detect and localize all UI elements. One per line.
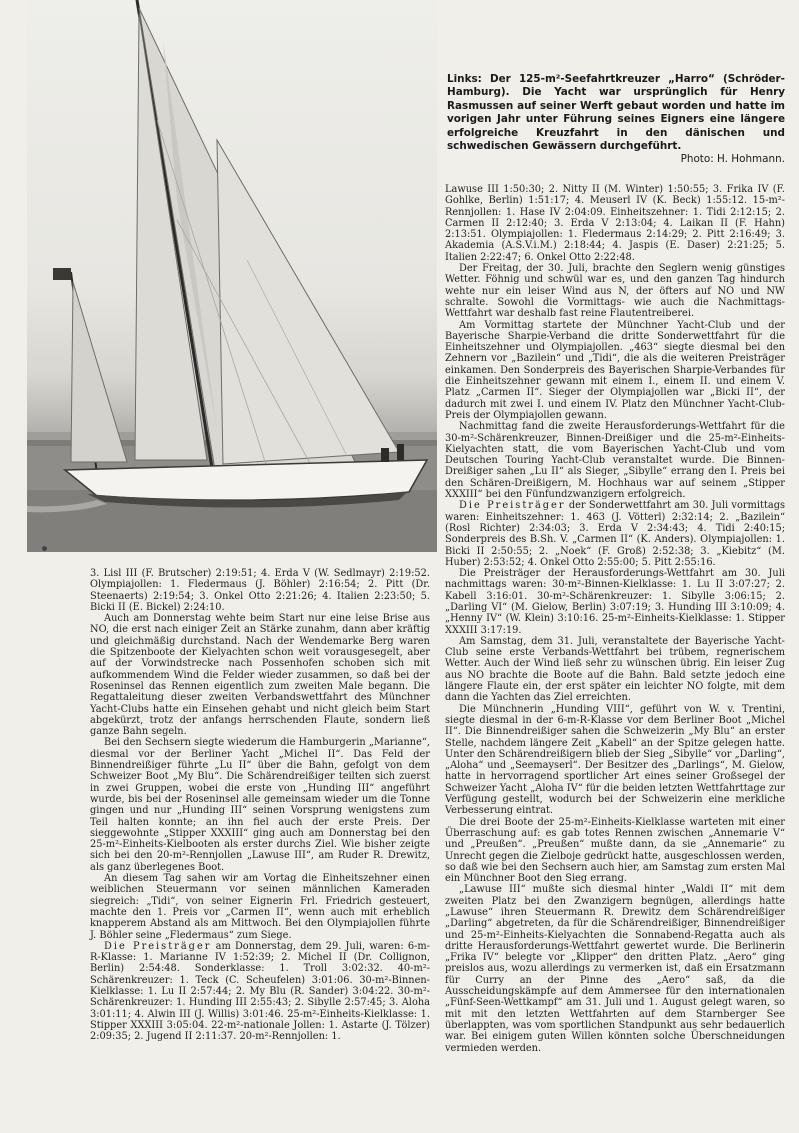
sailing-yacht-icon [27,0,437,552]
paragraph: Die drei Boote der 25-m²-Einheits-Kielklasse warteten mit einer Überraschung auf: es gab totes Rennen zwischen „Annemarie V“ und „Preußen“. „Preußen“ mußte dann, da sie „Annemarie“ zu Unrecht gegen die Zielboje gedrückt hatte, ausgeschlossen werden, so daß wie bei den Sechsern auch hier, am Samstag zum ersten Mal ein Münchner Boot den Sieg errang. [445,816,785,885]
paragraph: Am Vormittag startete der Münchner Yacht-Club und der Bayerische Sharpie-Verband die dritte Sonderwettfahrt für die Einheitszehner und Olympiajollen. „463“ siegte diesmal bei den Zehnern vor „Bazilein“ und „Tidi“, die als die weiteren Preisträger einkamen. Den Sonderpreis des Bayerischen Sharpie-Verbandes für die Einheitszehner gewann mit einem I., einem II. und einem V. Platz „Carmen II“. Sieger der Olympiajollen war „Bicki II“, der dadurch mit zwei I. und einem IV. Platz den Münchner Yacht-Club-Preis der Olympiajollen gewann. [445,319,785,421]
photo-caption [447,73,785,167]
right-column [445,184,785,1054]
spaced-lead: Die Preisträger [459,500,566,512]
left-column [90,568,430,1042]
paragraph: Bei den Sechsern siegte wiederum die Hamburgerin „Marianne“, diesmal vor der Berliner Yacht „Michel II“. Das Feld der Binnendreißiger führte „Lu II“ über die Bahn, gefolgt von dem Schweizer Boot „My Blu“. Die Schärendreißiger teilten sich zuerst in zwei Gruppen, wobei die erste von „Hunding III“ angeführt wurde, bis bei der Roseninsel alle gemeinsam wieder um die Tonne gingen und nur „Hunding III“ seinen Vorsprung wenigstens zum Teil halten konnte; an ihn fiel auch der erste Preis. Der sieggewohnte „Stipper XXXIII“ ging auch am Donnerstag bei den 25-m²-Einheits-Kielbooten als erster durchs Ziel. Wie bisher zeigte sich bei den 20-m²-Rennjollen „Lawuse III“, am Ruder R. Drewitz, als ganz überlegenes Boot. [90,737,430,873]
paragraph: 3. Lisl III (F. Brutscher) 2:19:51; 4. Erda V (W. Sedlmayr) 2:19:52. Olympiajollen: 1. Fledermaus (J. Böhler) 2:16:54; 2. Pitt (Dr. Steenaerts) 2:19:54; 3. Onkel Otto 2:21:26; 4. Italien 2:23:50; 5. Bicki II (E. Bickel) 2:24:10. [90,568,430,613]
paragraph-rest: am Donnerstag, dem 29. Juli, waren: 6-m-R-Klasse: 1. Marianne IV 1:52:39; 2. Michel II (Dr. Collignon, Berlin) 2:54:48. Sonderklasse: 1. Troll 3:02:32. 40-m²-Schärenkreuzer: 1. Teck (C. Scheufelen) 3:01:06. 30-m²-Binnen-Kielklasse: 1. Lu II 2:57:44; 2. My Blu (R. Sander) 3:04:22. 30-m²-Schärenkreuzer: 1. Hunding III 2:55:43; 2. Sibylle 2:57:45; 3. Aloha 3:01:11; 4. Alwin III (J. Willis) 3:01:46. 25-m²-Einheits-Kielklasse: 1. Stipper XXXIII 3:05:04. 22-m²-nationale Jollen: 1. Astarte (J. Tölzer) 2:09:35; 2. Jugend II 2:11:37. 20-m²-Rennjollen: 1. [90,940,430,1043]
paragraph: Nachmittag fand die zweite Herausforderungs-Wettfahrt für die 30-m²-Schärenkreuzer, Binnen-Dreißiger und die 25-m²-Einheits-Kielyachten statt, die vom Bayerischen Yacht-Club und vom Deutschen Touring Yacht-Club veranstaltet wurde. Die Binnen-Dreißiger sahen „Lu II“ als Sieger, „Sibylle“ errang den I. Preis bei den Schären-Dreißigern, M. Hochhaus war auf seinem „Stipper XXXIII“ bei den Fünfundzwanzigern erfolgreich. [445,421,785,501]
paragraph: An diesem Tag sahen wir am Vortag die Einheitszehner einen weiblichen Steuermann vor seinen männlichen Kameraden siegreich: „Tidi“, von seiner Eignerin Frl. Friedrich gesteuert, machte den 1. Preis vor „Carmen II“, wenn auch mit erheblich knapperem Abstand als am Mittwoch. Bei den Olympiajollen führte J. Böhler seine „Fledermaus“ zum Siege. [90,873,430,941]
spaced-lead: Die Preisträger [104,940,212,952]
photo-mark [42,546,47,551]
paragraph: Am Samstag, dem 31. Juli, veranstaltete der Bayerische Yacht-Club seine erste Verbands-Wettfahrt bei trübem, regnerischem Wetter. Auch der Wind ließ sehr zu wünschen übrig. Ein leiser Zug aus NO brachte die Boote auf die Bahn. Bald setzte jedoch eine längere Flaute ein, der erst später ein leichter NO folgte, mit dem dann die Yachten das Ziel erreichten. [445,635,785,704]
paragraph-rest: der Sonderwettfahrt am 30. Juli vormittags waren: Einheitszehner: 1. 463 (J. Vötterl) 2:32:14; 2. „Bazilein“ (Rosl Richter) 2:34:03; 3. Erda V 2:34:43; 4. Tidi 2:40:15; Sonderpreis des B.Sh. V. „Carmen II“ (K. Anders). Olympiajollen: 1. Bicki II 2:50:55; 2. „Noek“ (F. Groß) 2:52:38; 3. „Kiebitz“ (M. Huber) 2:53:52; 4. Onkel Otto 2:55:00; 5. Pitt 2:55:16. [445,500,785,568]
paragraph-winners [90,941,430,1043]
photo-credit: Photo: H. Hohmann. [680,153,785,166]
caption-text: Links: Der 125-m²-Seefahrtkreuzer „Harro“ (Schröder-Hamburg). Die Yacht war ursprünglich für Henry Rasmussen auf seiner Werft gebaut worden und hatte im vorigen Jahr unter Führung seines Eigners eine längere erfolgreiche Kreuzfahrt in den dänischen und schwedischen Gewässern durchgeführt. [447,73,785,153]
paragraph: Auch am Donnerstag wehte beim Start nur eine leise Brise aus NO, die erst nach einiger Zeit an Stärke zunahm, dann aber kräftig und gleichmäßig durchstand. Nach der Wendemarke Berg waren die Spitzenboote der Kielyachten schon weit vorausgesegelt, aber auf der Vorwindstrecke nach Possenhofen schoben sich mit aufkommendem Wind die Felder wieder zusammen, so daß bei der Roseninsel das Rennen eigentlich zum zweiten Male begann. Die Regattaleitung dieser zweiten Verbandswettfahrt des Münchner Yacht-Clubs hatte ein Einsehen gehabt und nicht gleich beim Start abgekürzt, trotz der anfangs herrschenden Flaute, sondern ließ ganze Bahn segeln. [90,613,430,738]
paragraph: Die Münchnerin „Hunding VIII“, geführt von W. v. Trentini, siegte diesmal in der 6-m-R-Klasse vor dem Berliner Boot „Michel II“. Die Binnendreißiger sahen die Schweizerin „My Blu“ an erster Stelle, nachdem längere Zeit „Kabell“ an der Spitze gelegen hatte. Unter den Schärendreißigern blieb der Sieg „Sibylle“ vor „Darling“, „Aloha“ und „Seemayserl“. Der Besitzer des „Darlings“, M. Gielow, hatte in hervorragend sportlicher Art eines seiner Großsegel der Schweizer Yacht „Aloha IV“ für die beiden letzten Wettfahrttage zur Verfügung gestellt, wodurch bei der Schweizerin eine merkliche Verbesserung eintrat. [445,703,785,817]
paragraph: Der Freitag, der 30. Juli, brachte den Seglern wenig günstiges Wetter. Föhnig und schwül war es, und den ganzen Tag hindurch wehte nur ein leiser Wind aus N, der öfters auf NO und NW schralte. Sowohl die Vormittags- wie auch die Nachmittags-Wettfahrt war deshalb fast reine Flautentreiberei. [445,263,785,320]
paragraph-winners [445,500,785,568]
yacht-photo [27,0,437,552]
paragraph: „Lawuse III“ mußte sich diesmal hinter „Waldi II“ mit dem zweiten Platz bei den Zwanzigern begnügen, allerdings hatte „Lawuse“ ihren Steuermann R. Drewitz dem Schärendreißiger „Darling“ abgetreten, da für die Schärendreißiger, Binnendreißiger und 25-m²-Einheits-Kielyachten die Sonnabend-Regatta auch als dritte Herausforderungs-Wettfahrt gewertet wurde. Die Berlinerin „Frika IV“ belegte vor „Klipper“ den dritten Platz. „Aero“ ging preislos aus, wozu allerdings zu vermerken ist, daß ein Ersatzmann für Curry an der Pinne des „Aero“ saß, da die Ausscheidungskämpfe auf dem Ammersee für den internationalen „Fünf-Seen-Wettkampf“ am 31. Juli und 1. August gelegt waren, so mit mit den letzten Wettfahrten auf dem Starnberger See überlappten, was vom sportlichen Standpunkt aus sehr bedauerlich war. Bei einigem guten Willen könnten solche Überschneidungen vermieden werden. [445,884,785,1054]
paragraph: Lawuse III 1:50:30; 2. Nitty II (M. Winter) 1:50:55; 3. Frika IV (F. Gohlke, Berlin) 1:51:17; 4. Meuserl IV (K. Beck) 1:55:12. 15-m²-Rennjollen: 1. Hase IV 2:04:09. Einheitszehner: 1. Tidi 2:12:15; 2. Carmen II 2:12:40; 3. Erda V 2:13:04; 4. Laikan II (F. Hahn) 2:13:51. Olympiajollen: 1. Fledermaus 2:14:29; 2. Pitt 2:16:49; 3. Akademia (A.S.V.i.M.) 2:18:44; 4. Jaspis (E. Daser) 2:21:25; 5. Italien 2:22:47; 6. Onkel Otto 2:22:48. [445,184,785,263]
paragraph: Die Preisträger der Herausforderungs-Wettfahrt am 30. Juli nachmittags waren: 30-m²-Binnen-Kielklasse: 1. Lu II 3:07:27; 2. Kabell 3:16:01. 30-m²-Schärenkreuzer: 1. Sibylle 3:06:15; 2. „Darling VI“ (M. Gielow, Berlin) 3:07:19; 3. Hunding III 3:10:09; 4. „Henny IV“ (W. Klein) 3:10:16. 25-m²-Einheits-Kielklasse: 1. Stipper XXXIII 3:17:19. [445,568,785,636]
